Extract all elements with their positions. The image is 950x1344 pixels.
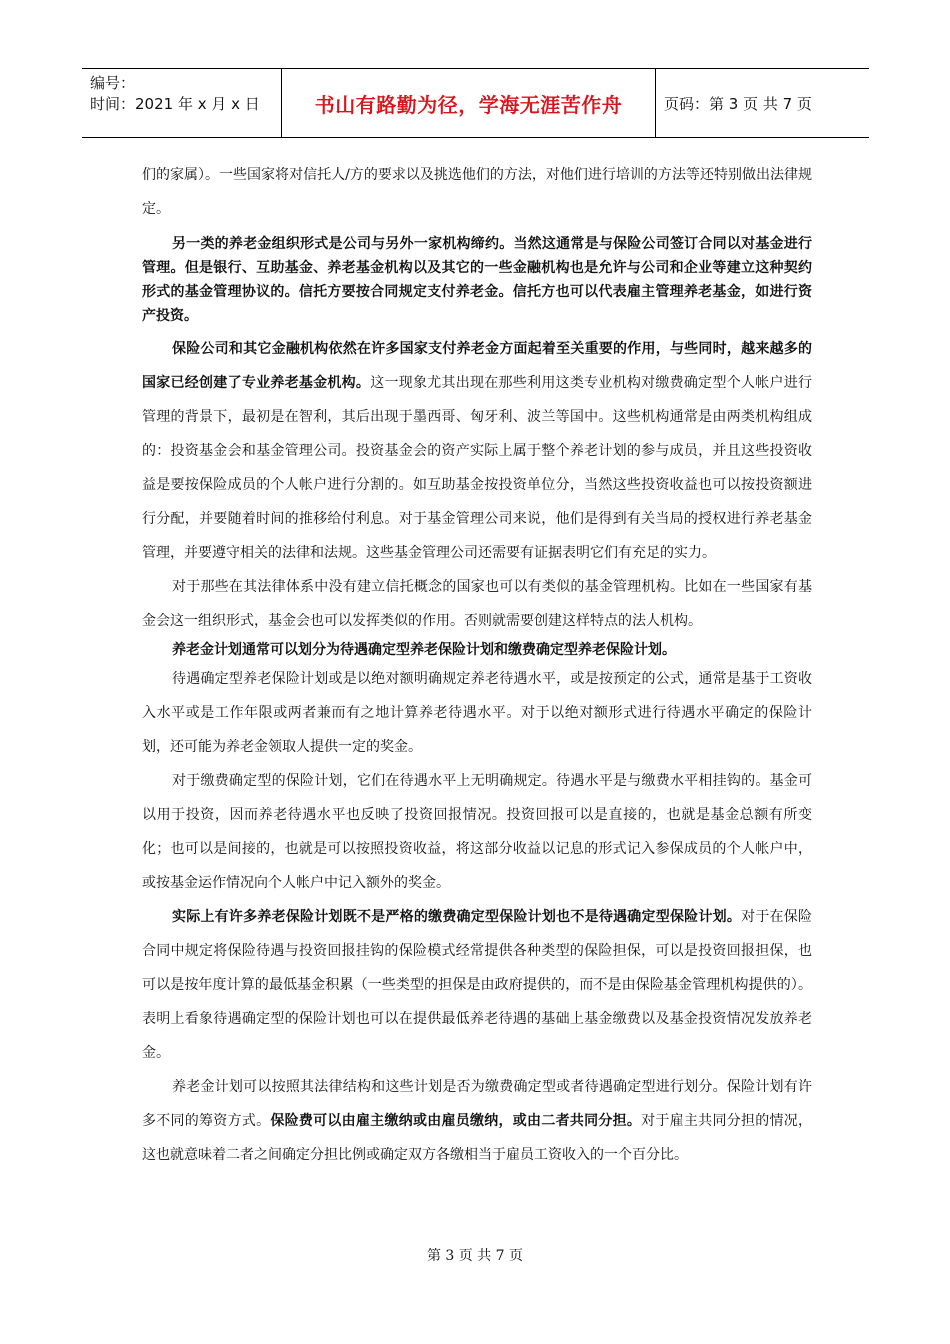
- paragraph-6: 待遇确定型养老保险计划或是以绝对额明确规定养老待遇水平，或是按预定的公式，通常是基于工资收入水平或是工作年限或两者兼而有之地计算养老待遇水平。对于以绝对额形式进行待遇水平确定的保险计划，还可能为养老金领取人提供一定的奖金。: [142, 671, 812, 755]
- paragraph-8: 实际上有许多养老保险计划既不是严格的缴费确定型保险计划也不是待遇确定型保险计划。对于在保险合同中规定将保险待遇与投资回报挂钩的保险模式经常提供各种类型的保险担保，可以是投资回报担保，也可以是按年度计算的最低基金积累（一些类型的担保是由政府提供的，而不是由保险基金管理机构提供的）。表明上看象待遇确定型的保险计划也可以在提供最低养老待遇的基础上基金缴费以及基金投资情况发放养老金。: [142, 909, 813, 1061]
- paragraph-1: 们的家属）。一些国家将对信托人/方的要求以及挑选他们的方法，对他们进行培训的方法等还特别做出法律规定。: [142, 167, 812, 217]
- paragraph-5-heading: 养老金计划通常可以划分为待遇确定型养老保险计划和缴费确定型养老保险计划。: [172, 642, 676, 658]
- paragraph-4: 对于那些在其法律体系中没有建立信托概念的国家也可以有类似的基金管理机构。比如在一些国家有基金会这一组织形式，基金会也可以发挥类似的作用。否则就需要创建这样特点的法人机构。: [142, 579, 812, 629]
- page-footer: 第 3 页 共 7 页: [426, 1248, 524, 1264]
- paragraph-2: 另一类的养老金组织形式是公司与另外一家机构缔约。当然这通常是与保险公司签订合同以对基金进行管理。但是银行、互助基金、养老基金机构以及其它的一些金融机构也是允许与公司和企业等建立这种契约形式的基金管理协议的。信托方要按合同规定支付养老金。信托方也可以代表雇主管理养老基金，如进行资产投资。: [142, 236, 812, 324]
- document-number-label: 编号：: [90, 74, 136, 92]
- paragraph-3: 保险公司和其它金融机构依然在许多国家支付养老金方面起着至关重要的作用，与些同时，越来越多的国家已经创建了专业养老基金机构。这一现象尤其出现在那些利用这类专业机构对缴费确定型个人帐户进行管理的背景下，最初是在智利，其后出现于墨西哥、匈牙利、波兰等国中。这些机构通常是由两类机构组成的：投资基金会和基金管理公司。投资基金会的资产实际上属于整个养老计划的参与成员，并且这些投资收益是要按保险成员的个人帐户进行分割的。如互助基金按投资单位分，当然这些投资收益也可以按投资额进行分配，并要随着时间的推移给付利息。对于基金管理公司来说，他们是得到有关当局的授权进行养老基金管理，并要遵守相关的法律和法规。这些基金管理公司还需要有证据表明它们有充足的实力。: [142, 341, 813, 561]
- document-body: [142, 158, 812, 1172]
- paragraph-7: 对于缴费确定型的保险计划，它们在待遇水平上无明确规定。待遇水平是与缴费水平相挂钩的。基金可以用于投资，因而养老待遇水平也反映了投资回报情况。投资回报可以是直接的，也就是基金总额有所变化；也可以是间接的，也就是可以按照投资收益，将这部分收益以记息的形式记入参保成员的个人帐户中，或按基金运作情况向个人帐户中记入额外的奖金。: [142, 773, 812, 891]
- page-header: [82, 68, 869, 138]
- header-page-info: 页码：第 3 页 共 7 页: [664, 94, 812, 113]
- header-motto: 书山有路勤为径，学海无涯苦作舟: [282, 69, 656, 137]
- document-date: 时间：2021 年 x 月 x 日: [90, 95, 260, 113]
- header-meta: [82, 69, 282, 137]
- paragraph-9: 养老金计划可以按照其法律结构和这些计划是否为缴费确定型或者待遇确定型进行划分。保险计划有许多不同的筹资方式。保险费可以由雇主缴纳或由雇员缴纳，或由二者共同分担。对于雇主共同分担的情况，这也就意味着二者之间确定分担比例或确定双方各缴相当于雇员工资收入的一个百分比。: [142, 1079, 813, 1163]
